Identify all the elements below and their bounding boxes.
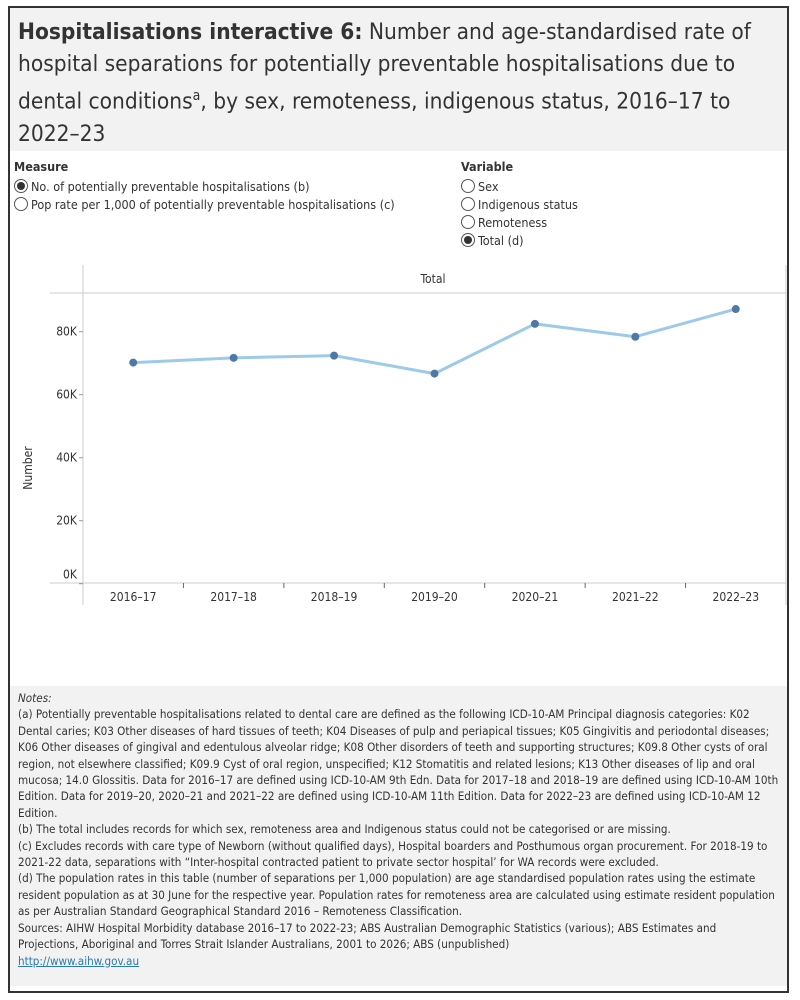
series-line	[133, 309, 736, 374]
variable-option-indigenous[interactable]	[461, 195, 578, 213]
panel-header: Total	[420, 272, 446, 286]
note-c: (c) Excludes records with care type of Newborn (without qualified days), Hospital boarders and Posthumous organ procurement. For 2018-19 to 2021-22 data, separations with “Inter-hospital contracted patient to private sector hospital’ for WA records were excluded.	[18, 838, 768, 870]
x-tick-label: 2022–23	[712, 590, 760, 604]
measure-option-number[interactable]	[14, 177, 395, 195]
note-b: (b) The total includes records for which sex, remoteness area and Indigenous status could not be categorised or are missing.	[18, 822, 671, 837]
radio-icon[interactable]	[461, 215, 475, 229]
option-label: Total (d)	[478, 232, 524, 248]
radio-selected-icon[interactable]	[14, 179, 28, 193]
variable-label: Variable	[461, 159, 514, 174]
measure-option-rate[interactable]	[14, 195, 395, 213]
option-label: Indigenous status	[478, 196, 578, 212]
y-tick-label: 40K	[56, 450, 77, 465]
radio-icon[interactable]	[14, 197, 28, 211]
option-label: Remoteness	[478, 214, 548, 230]
notes-panel	[10, 686, 787, 986]
page-title	[10, 8, 787, 151]
x-tick-label: 2016–17	[109, 590, 157, 604]
variable-option-sex[interactable]	[461, 177, 578, 195]
data-point[interactable]	[631, 333, 639, 341]
data-point[interactable]	[531, 320, 539, 328]
title-tail: , by sex, remoteness, indigenous status, 2016–17 to 2022–23	[18, 88, 731, 147]
line-chart	[10, 265, 788, 605]
y-tick-label: 60K	[56, 387, 77, 402]
y-axis-title: Number	[21, 446, 35, 490]
variable-option-remoteness[interactable]	[461, 213, 578, 231]
radio-selected-icon[interactable]	[461, 233, 475, 247]
title-bold: Hospitalisations interactive 6:	[18, 19, 363, 45]
x-tick-label: 2019–20	[411, 590, 458, 604]
x-tick-label: 2021–22	[612, 590, 659, 604]
data-point[interactable]	[732, 305, 740, 313]
data-point[interactable]	[431, 370, 439, 378]
note-d: (d) The population rates in this table (number of separations per 1,000 population) are age standardised population rates using the estimate resident population as at 30 June for the respective year. Population rates for remoteness area are calculated using estimate resident population as per Australian Standard Geographical Standard 2016 – Remoteness Classification.	[18, 871, 775, 919]
data-point[interactable]	[330, 352, 338, 360]
data-point[interactable]	[230, 354, 238, 362]
x-tick-label: 2020–21	[511, 590, 559, 604]
option-label: No. of potentially preventable hospitalisations (b)	[31, 178, 310, 194]
variable-option-total[interactable]	[461, 231, 578, 249]
sources: Sources: AIHW Hospital Morbidity database 2016–17 to 2022-23; ABS Australian Demographic Statistics (various); ABS Estimates and Projections, Aboriginal and Torres Strait Islander Australians, 2001 to 2026; ABS (unpublished)	[18, 920, 717, 952]
measure-filter	[14, 159, 395, 213]
option-label: Pop rate per 1,000 of potentially preventable hospitalisations (c)	[31, 196, 395, 212]
y-tick-label: 0K	[63, 567, 77, 582]
x-tick-label: 2018–19	[310, 590, 358, 604]
aihw-link[interactable]: http://www.aihw.gov.au	[18, 953, 140, 968]
radio-icon[interactable]	[461, 197, 475, 211]
data-point[interactable]	[129, 359, 137, 367]
title-text: Number and age-standardised rate of hospital separations for potentially preventable hospitalisations due to dental conditions	[18, 19, 751, 115]
option-label: Sex	[478, 178, 499, 194]
y-tick-label: 20K	[56, 513, 77, 528]
note-a: (a) Potentially preventable hospitalisations related to dental care are defined as the following ICD-10-AM Principal diagnosis categories: K02 Dental caries; K03 Other diseases of hard tissues of teeth; K04 Diseases of pulp and periapical tissues; K05 Gingivitis and periodontal diseases; K06 Other diseases of gingival and edentulous alveolar ridge; K08 Other disorders of teeth and supporting structures; K09.8 Other cysts of oral region, not elsewhere classified; K09.9 Cyst of oral region, unspecified; K12 Stomatitis and related lesions; K13 Other diseases of lip and oral mucosa; 14.0 Glossitis. Data for 2016–17 are defined using ICD-10-AM 9th Edn. Data for 2017–18 and 2018–19 are defined using ICD-10-AM 10th Edition. Data for 2019–20, 2020–21 and 2021–22 are defined using ICD-10-AM 11th Edition. Data for 2022–23 are defined using ICD-10-AM 12 Edition.	[18, 707, 779, 820]
variable-filter	[461, 159, 578, 249]
title-superscript: a	[192, 88, 201, 104]
radio-icon[interactable]	[461, 179, 475, 193]
y-tick-label: 80K	[56, 324, 77, 339]
notes-heading: Notes:	[18, 691, 52, 705]
measure-label: Measure	[14, 159, 69, 174]
x-tick-label: 2017–18	[210, 590, 257, 604]
